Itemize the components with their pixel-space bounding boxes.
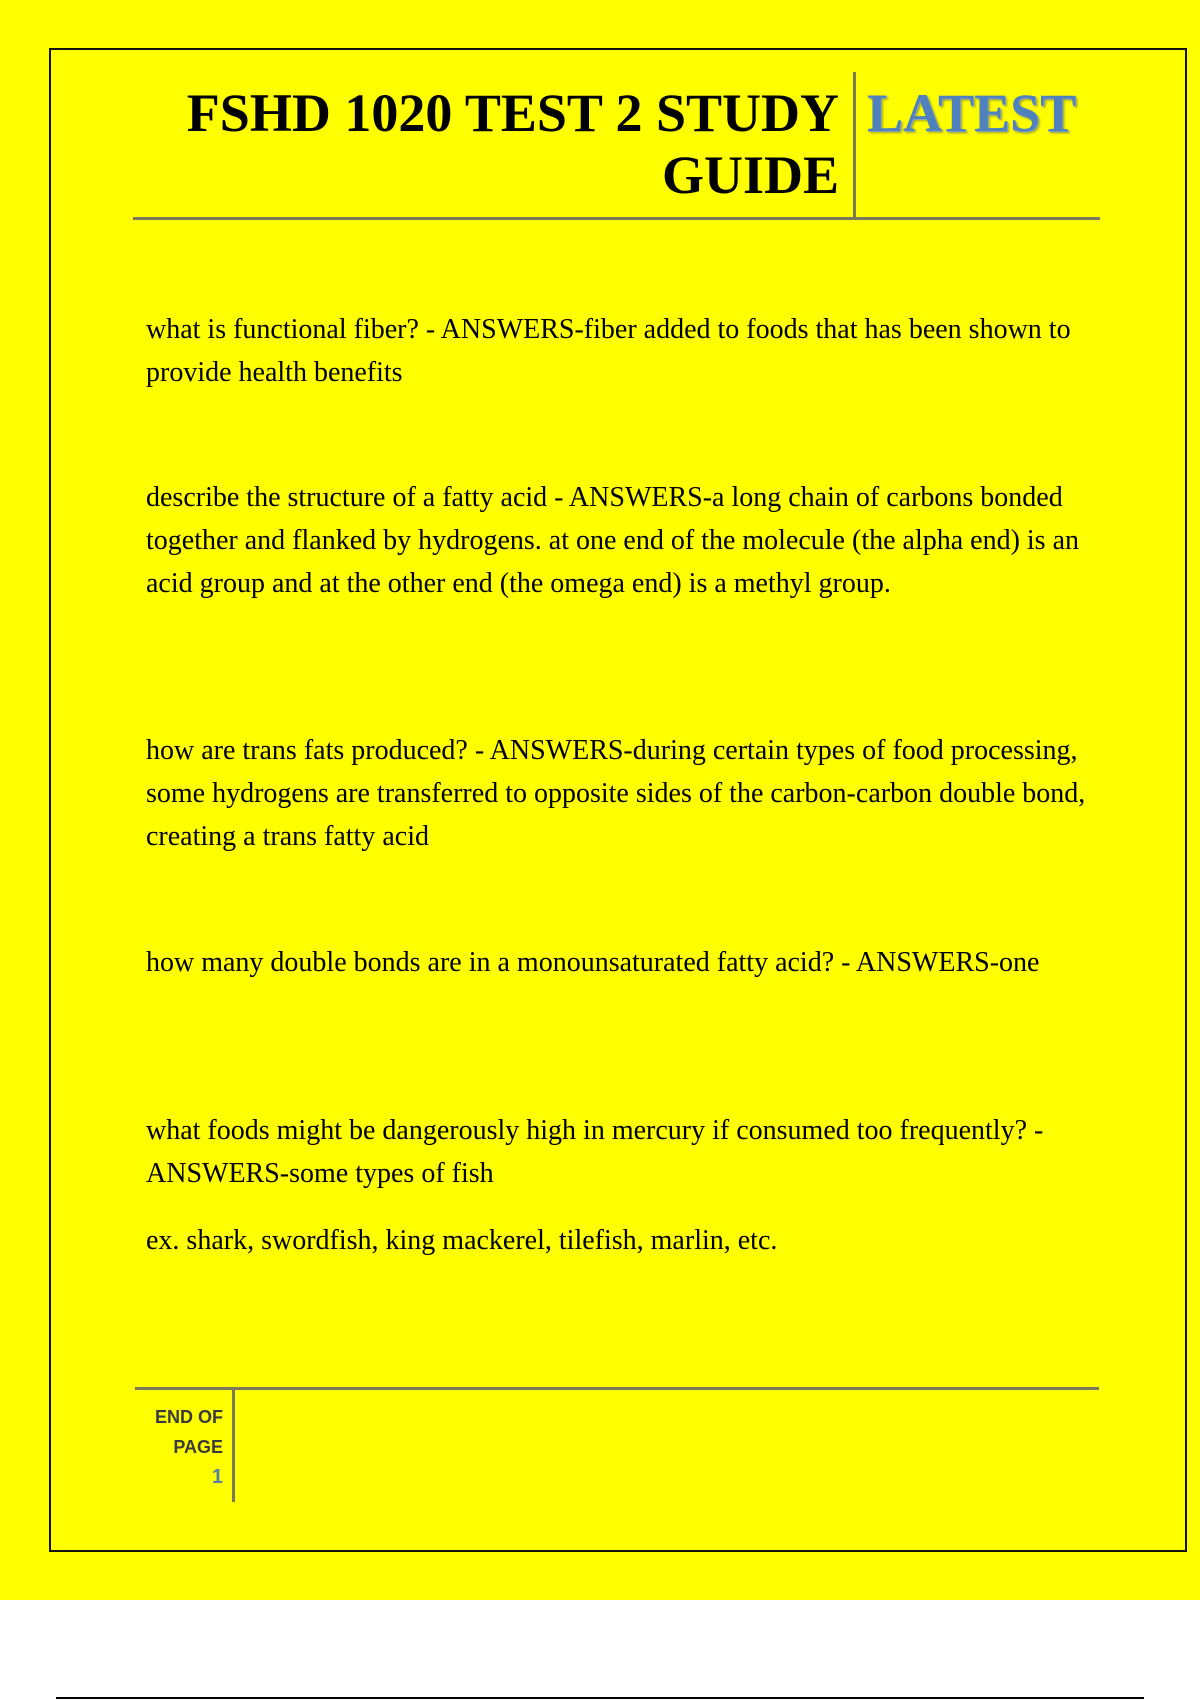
qa-item-fatty-acid-structure: describe the structure of a fatty acid - ANSWERS-a long chain of carbons bonded together and flanked by hydrogens. at one end of the molecule (the alpha end) is an acid group and at the other end (the omega end) is a methyl group. <box>146 482 1080 599</box>
qa-item-trans-fats: how are trans fats produced? - ANSWERS-during certain types of food processing, some hydrogens are transferred to opposite sides of the carbon-carbon double bond, creating a trans fatty acid <box>146 735 1086 852</box>
end-of-page-label <box>135 1402 223 1462</box>
page-label: PAGE <box>173 1437 223 1457</box>
qa-item-monounsaturated: how many double bonds are in a monounsaturated fatty acid? - ANSWERS-one <box>146 947 1040 978</box>
title-line-2: GUIDE <box>661 145 839 205</box>
title-line-1: FSHD 1020 TEST 2 STUDY <box>186 83 839 143</box>
page-header <box>133 70 1100 220</box>
page-footer <box>135 1387 1099 1502</box>
page-number: 1 <box>211 1466 223 1488</box>
footer-divider <box>232 1390 235 1502</box>
document-title <box>133 82 839 206</box>
qa-item-mercury: what foods might be dangerously high in mercury if consumed too frequently? - ANSWERS-some types of fish <box>146 1115 1044 1189</box>
latest-badge: LATEST <box>867 83 1077 143</box>
end-of-label: END OF <box>154 1407 223 1427</box>
header-divider <box>853 72 856 218</box>
bottom-rule <box>56 1697 1144 1699</box>
qa-item-mercury-examples: ex. shark, swordfish, king mackerel, tilefish, marlin, etc. <box>146 1225 778 1256</box>
qa-item-functional-fiber: what is functional fiber? - ANSWERS-fiber added to foods that has been shown to provide health benefits <box>146 314 1071 388</box>
